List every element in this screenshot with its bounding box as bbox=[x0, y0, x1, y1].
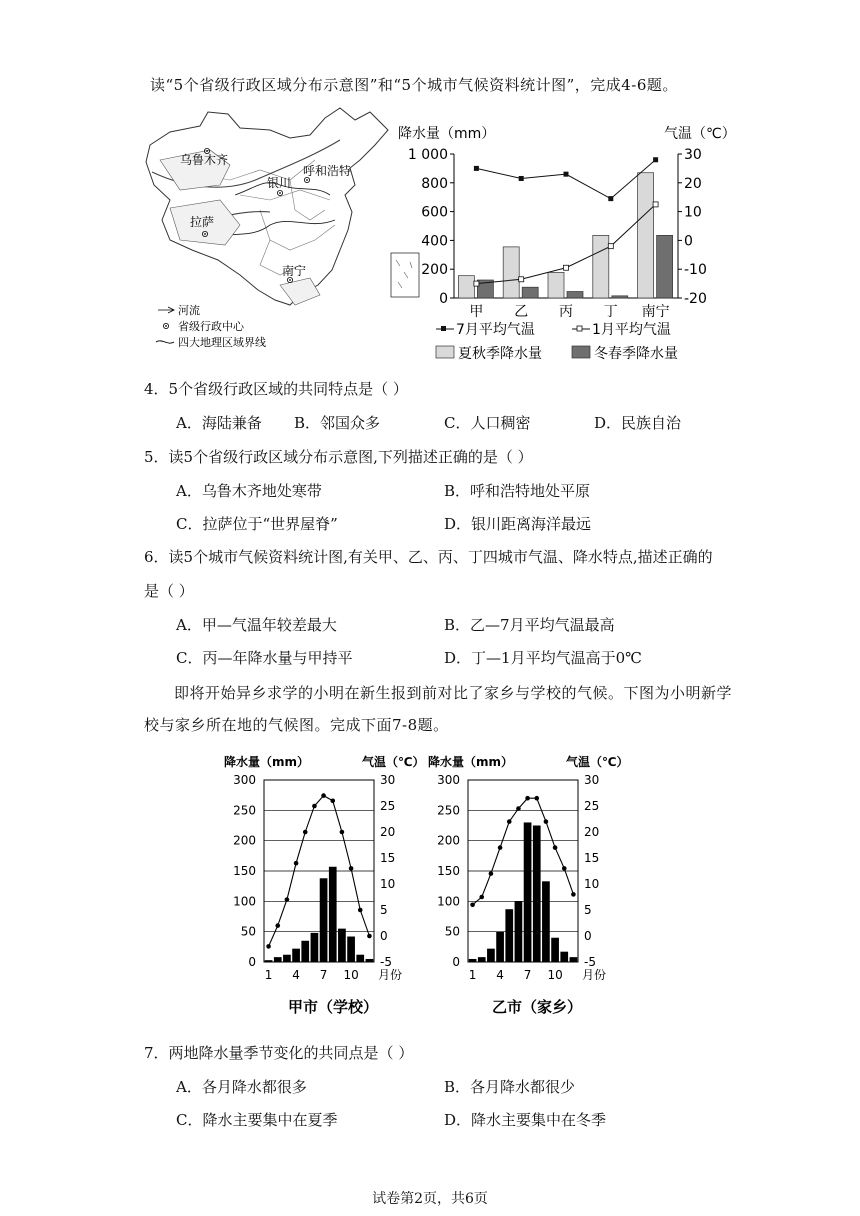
legend-summer-swatch bbox=[436, 346, 454, 358]
bar-summer bbox=[548, 272, 564, 298]
q7-option-c[interactable]: C．降水主要集中在夏季 bbox=[176, 1111, 338, 1129]
x-tick-label: 1 bbox=[264, 968, 273, 982]
q5-stem: 5．读5个省级行政区域分布示意图,下列描述正确的是（ ） bbox=[144, 448, 533, 466]
chart-title: 甲市（学校） bbox=[287, 998, 379, 1016]
page-footer: 试卷第2页，共6页 bbox=[372, 1191, 488, 1207]
precip-bar bbox=[356, 955, 364, 962]
precip-bar bbox=[496, 932, 504, 962]
left-tick-label: 50 bbox=[444, 924, 460, 939]
temperature-point bbox=[275, 923, 280, 928]
precip-bar bbox=[366, 959, 374, 962]
right-tick-label: 0 bbox=[380, 929, 388, 943]
temperature-point bbox=[525, 796, 530, 801]
point-jan bbox=[519, 277, 524, 282]
legend-jan-marker bbox=[577, 326, 582, 331]
bar-summer bbox=[638, 173, 654, 298]
intro-text-2: 即将开始异乡求学的小明在新生报到前对比了家乡与学校的气候。下图为小明新学 bbox=[174, 684, 733, 702]
left-tick-label: 200 bbox=[421, 262, 448, 279]
precip-bar bbox=[329, 867, 337, 962]
legend-jan-label: 1月平均气温 bbox=[592, 322, 671, 338]
bar-winter bbox=[612, 296, 628, 298]
right-tick-label: 30 bbox=[684, 147, 702, 163]
precip-bar bbox=[274, 957, 282, 962]
temperature-point bbox=[330, 799, 335, 804]
right-tick-label: 20 bbox=[584, 825, 600, 839]
map-label-yinchuan: 银川 bbox=[267, 176, 292, 190]
precip-bar bbox=[265, 960, 273, 962]
x-axis-title: 月份 bbox=[582, 968, 607, 982]
left-tick-label: 800 bbox=[421, 175, 448, 192]
left-tick-label: 50 bbox=[240, 924, 256, 939]
right-tick-label: 10 bbox=[584, 877, 600, 891]
left-tick-label: 300 bbox=[233, 773, 256, 787]
temperature-point bbox=[470, 903, 475, 908]
precip-bar bbox=[478, 957, 486, 962]
right-tick-label: 30 bbox=[584, 773, 600, 787]
temperature-point bbox=[321, 793, 326, 798]
q6-option-b[interactable]: B．乙—7月平均气温最高 bbox=[444, 616, 615, 634]
temperature-point bbox=[544, 819, 549, 824]
bar-summer bbox=[458, 276, 474, 298]
temperature-point bbox=[285, 897, 290, 902]
right-axis-title: 气温（℃） bbox=[566, 755, 629, 769]
legend-capital: 省级行政中心 bbox=[178, 320, 244, 333]
right-tick-label: 15 bbox=[584, 851, 600, 865]
q5-option-a[interactable]: A．乌鲁木齐地处寒带 bbox=[176, 482, 322, 500]
q6-option-a[interactable]: A．甲—气温年较差最大 bbox=[176, 616, 337, 634]
temperature-point bbox=[312, 804, 317, 809]
left-tick-label: 100 bbox=[437, 894, 460, 909]
q6-option-c[interactable]: C．丙—年降水量与甲持平 bbox=[176, 649, 353, 667]
q6-stem-cont: 是（ ） bbox=[144, 582, 194, 600]
right-tick-label: 25 bbox=[584, 799, 600, 813]
left-tick-label: 150 bbox=[233, 864, 256, 878]
q6-stem: 6．读5个城市气候资料统计图,有关甲、乙、丙、丁四城市气温、降水特点,描述正确的 bbox=[144, 548, 713, 566]
temperature-point bbox=[367, 934, 372, 939]
precip-bar bbox=[469, 959, 477, 962]
precip-bar bbox=[570, 957, 578, 962]
point-july bbox=[653, 157, 658, 162]
temperature-point bbox=[266, 944, 271, 949]
bar-summer bbox=[593, 235, 609, 298]
x-tick-label: 4 bbox=[292, 968, 300, 982]
point-jan bbox=[608, 244, 613, 249]
bar-winter bbox=[657, 235, 673, 298]
right-tick-label: -20 bbox=[684, 291, 707, 307]
five-city-climate-chart bbox=[396, 122, 736, 372]
q4-option-c[interactable]: C．人口稠密 bbox=[444, 414, 531, 432]
left-tick-label: 250 bbox=[233, 803, 256, 818]
q4-stem: 4．5个省级行政区域的共同特点是（ ） bbox=[144, 380, 408, 398]
right-axis-title: 气温（℃） bbox=[362, 755, 425, 769]
city-yi-climate-chart bbox=[426, 752, 636, 1022]
left-tick-label: 150 bbox=[437, 864, 460, 878]
left-axis-title: 降水量（mm） bbox=[428, 755, 514, 769]
bar-winter bbox=[522, 287, 538, 298]
right-tick-label: 5 bbox=[380, 903, 388, 917]
temperature-point bbox=[571, 892, 576, 897]
temperature-point bbox=[516, 806, 521, 811]
temperature-point bbox=[553, 845, 558, 850]
right-tick-label: 25 bbox=[380, 799, 396, 813]
right-tick-label: 0 bbox=[684, 233, 693, 250]
left-tick-label: 400 bbox=[421, 233, 448, 250]
x-tick-label: 7 bbox=[319, 968, 328, 982]
precip-bar bbox=[515, 901, 523, 962]
temperature-point bbox=[498, 845, 503, 850]
intro-text-1: 读“5个省级行政区域分布示意图”和“5个城市气候资料统计图”，完成4-6题。 bbox=[150, 76, 678, 94]
q4-option-d[interactable]: D．民族自治 bbox=[594, 414, 682, 432]
temperature-point bbox=[479, 895, 484, 900]
right-tick-label: 30 bbox=[380, 773, 396, 787]
right-tick-label: -5 bbox=[584, 955, 596, 969]
temperature-point bbox=[340, 830, 345, 835]
point-july bbox=[564, 172, 569, 177]
point-july bbox=[608, 196, 613, 201]
city-jia-climate-chart bbox=[222, 752, 432, 1022]
x-tick-label: 7 bbox=[523, 968, 532, 982]
right-tick-label: 5 bbox=[584, 903, 592, 917]
left-tick-label: 0 bbox=[248, 955, 256, 969]
legend-winter-label: 冬春季降水量 bbox=[594, 346, 678, 362]
left-axis-title: 降水量（mm） bbox=[398, 126, 496, 142]
temperature-point bbox=[349, 866, 354, 871]
q7-option-d[interactable]: D．降水主要集中在冬季 bbox=[444, 1111, 607, 1129]
left-tick-label: 200 bbox=[437, 833, 460, 848]
chart-title: 乙市（家乡） bbox=[491, 998, 583, 1016]
precip-bar bbox=[560, 952, 568, 962]
point-jan bbox=[474, 281, 479, 286]
right-tick-label: 15 bbox=[380, 851, 396, 865]
right-tick-label: -10 bbox=[684, 262, 707, 279]
x-tick-label: 10 bbox=[343, 968, 359, 982]
legend-region-boundary: 四大地理区域界线 bbox=[178, 336, 266, 349]
point-jan bbox=[564, 265, 569, 270]
intro-text-2b: 校与家乡所在地的气候图。完成下面7-8题。 bbox=[144, 716, 449, 734]
legend-july-marker bbox=[441, 326, 446, 331]
precip-bar bbox=[301, 941, 309, 962]
temperature-line bbox=[473, 798, 574, 905]
province-map bbox=[140, 100, 395, 360]
map-label-nanning: 南宁 bbox=[282, 264, 307, 278]
x-axis-title: 月份 bbox=[378, 968, 403, 982]
precip-bar bbox=[487, 949, 495, 962]
precip-bar bbox=[338, 929, 346, 962]
precip-bar bbox=[347, 937, 355, 962]
q4-option-b[interactable]: B．邻国众多 bbox=[294, 414, 381, 432]
legend-july-label: 7月平均气温 bbox=[456, 322, 535, 338]
bar-summer bbox=[503, 247, 519, 298]
right-tick-label: 0 bbox=[584, 929, 592, 943]
point-jan bbox=[653, 202, 658, 207]
legend-winter-swatch bbox=[572, 346, 590, 358]
left-tick-label: 300 bbox=[437, 773, 460, 787]
legend-river: 河流 bbox=[178, 304, 200, 317]
point-july bbox=[474, 166, 479, 171]
temperature-point bbox=[562, 866, 567, 871]
right-tick-label: 20 bbox=[684, 175, 702, 192]
precip-bar bbox=[292, 949, 300, 962]
map-label-lhasa: 拉萨 bbox=[190, 215, 215, 229]
temperature-point bbox=[303, 830, 308, 835]
left-tick-label: 1 000 bbox=[407, 147, 448, 163]
precip-bar bbox=[283, 955, 291, 962]
map-label-hohhot: 呼和浩特 bbox=[303, 164, 352, 178]
x-tick-label: 乙 bbox=[514, 304, 529, 320]
right-tick-label: -5 bbox=[380, 955, 392, 969]
legend-summer-label: 夏秋季降水量 bbox=[458, 346, 542, 362]
x-tick-label: 1 bbox=[468, 968, 477, 982]
q5-option-d[interactable]: D．银川距离海洋最远 bbox=[444, 515, 592, 533]
left-tick-label: 100 bbox=[233, 894, 256, 909]
x-tick-label: 4 bbox=[496, 968, 504, 982]
x-tick-label: 丁 bbox=[603, 304, 618, 320]
left-tick-label: 600 bbox=[421, 204, 448, 221]
x-tick-label: 丙 bbox=[559, 304, 573, 320]
temperature-point bbox=[358, 908, 363, 913]
precip-bar bbox=[311, 933, 319, 962]
q5-option-b[interactable]: B．呼和浩特地处平原 bbox=[444, 482, 591, 500]
precip-bar bbox=[524, 822, 532, 962]
temperature-point bbox=[294, 861, 299, 866]
line-july-temp bbox=[476, 160, 655, 199]
right-tick-label: 20 bbox=[380, 825, 396, 839]
temperature-point bbox=[534, 796, 539, 801]
q7-stem: 7．两地降水量季节变化的共同点是（ ） bbox=[144, 1044, 414, 1062]
precip-bar bbox=[542, 881, 550, 962]
precip-bar bbox=[320, 878, 328, 962]
left-tick-label: 0 bbox=[439, 291, 448, 307]
x-tick-label: 甲 bbox=[469, 304, 484, 320]
precip-bar bbox=[505, 909, 513, 962]
left-tick-label: 250 bbox=[437, 803, 460, 818]
x-tick-label: 10 bbox=[547, 968, 563, 982]
precip-bar bbox=[533, 826, 541, 963]
temperature-point bbox=[489, 871, 494, 876]
right-tick-label: 10 bbox=[380, 877, 396, 891]
temperature-point bbox=[507, 819, 512, 824]
point-july bbox=[519, 176, 524, 181]
precip-bar bbox=[551, 938, 559, 962]
q4-option-a[interactable]: A．海陆兼备 bbox=[176, 414, 262, 432]
bar-winter bbox=[567, 292, 583, 298]
right-axis-title: 气温（℃） bbox=[664, 126, 736, 142]
left-tick-label: 200 bbox=[233, 833, 256, 848]
map-label-urumqi: 乌鲁木齐 bbox=[180, 153, 229, 167]
right-tick-label: 10 bbox=[684, 204, 702, 221]
left-tick-label: 0 bbox=[452, 955, 460, 969]
left-axis-title: 降水量（mm） bbox=[224, 755, 310, 769]
q6-option-d[interactable]: D．丁—1月平均气温高于0℃ bbox=[444, 649, 642, 667]
q7-option-a[interactable]: A．各月降水都很多 bbox=[176, 1078, 307, 1096]
x-tick-label: 南宁 bbox=[641, 304, 670, 320]
q5-option-c[interactable]: C．拉萨位于“世界屋脊” bbox=[176, 515, 338, 533]
q7-option-b[interactable]: B．各月降水都很少 bbox=[444, 1078, 576, 1096]
